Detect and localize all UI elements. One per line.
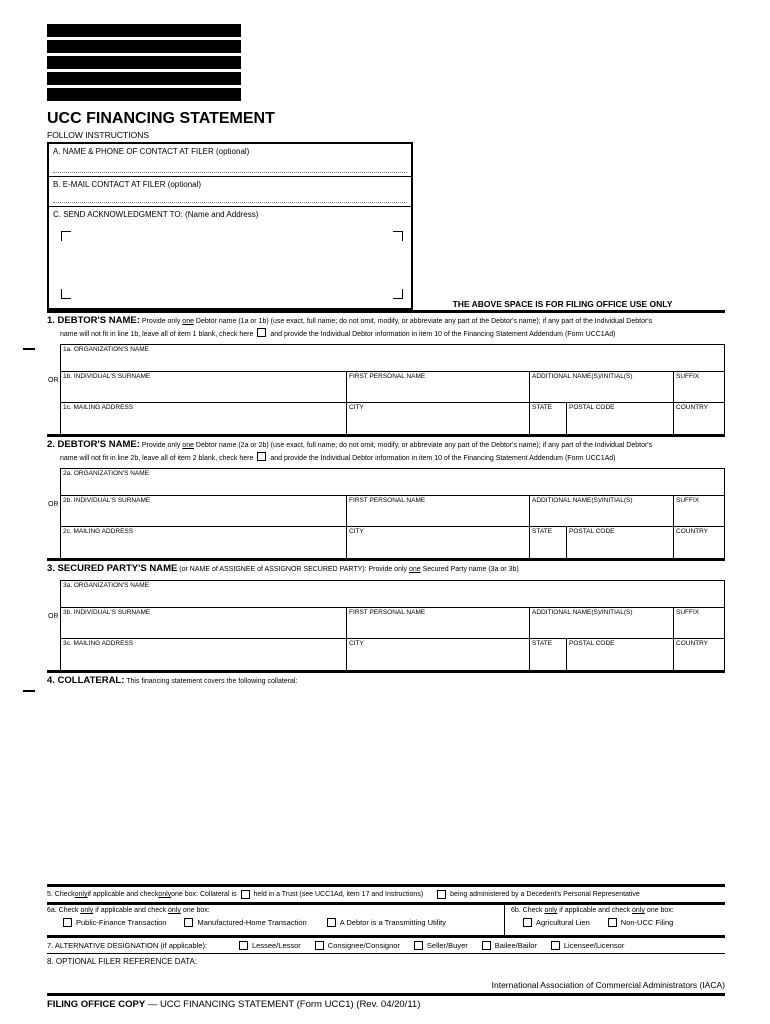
crop-mark [23,690,35,692]
acknowledgment-field[interactable] [49,207,411,305]
form-title: UCC FINANCING STATEMENT [47,110,275,127]
field-label: CITY [349,639,364,647]
form-revision-info: — UCC FINANCING STATEMENT (Form UCC1) (Rev. 04/20/11) [145,999,421,1010]
collateral-header [47,673,725,692]
debtor1-instructions: Debtor name (1a or 1b) (use exact, full name; do not omit, modify, or abbreviate any part of the Debtor's name); if any part of the Individual Debtor's [193,318,653,325]
debtor2-mailing-address-field[interactable] [61,527,346,558]
item7-label: 7. ALTERNATIVE DESIGNATION (if applicable): [47,941,208,950]
debtor2-instructions: name will not fit in line 2b, leave all of item 2 blank, check here [60,454,254,462]
field-label: 1c. MAILING ADDRESS [63,404,134,411]
item6a-label: one box: [180,907,210,914]
field-label: ADDITIONAL NAME(S)/INITIAL(S) [532,608,633,616]
collateral-instructions: This financing statement covers the following collateral: [124,677,298,685]
item6b-label: only [544,907,558,914]
non-ucc-filing-checkbox[interactable] [608,918,617,927]
field-label: FIRST PERSONAL NAME [349,373,426,380]
bracket-corner-icon [61,231,71,241]
email-filer-field[interactable] [49,177,411,207]
secured-party-suffix-field[interactable] [673,608,724,638]
footer-copy-line [47,999,725,1010]
acknowledgment-label: C. SEND ACKNOWLEDGMENT TO: [53,210,183,219]
field-label: 1b. INDIVIDUAL'S SURNAME [63,373,151,380]
debtor1-country-field[interactable] [673,403,724,434]
debtor1-heading: 1. DEBTOR'S NAME: [47,316,140,326]
item5-label: only [158,891,172,898]
debtor2-instructions: Provide only [139,442,183,449]
consignee-consignor-label: Consignee/Consignor [327,941,400,950]
manufactured-home-label: Manufactured-Home Transaction [197,918,307,927]
secured-party-surname-field[interactable] [61,608,346,638]
debtor2-addendum-checkbox[interactable] [257,452,266,461]
secured-party-instructions: Secured Party name (3a or 3b) [420,566,519,573]
filing-office-notice: THE ABOVE SPACE IS FOR FILING OFFICE USE ONLY [452,299,673,309]
debtor2-postal-code-field[interactable] [566,527,673,558]
field-label: STATE [532,404,552,411]
debtor2-instructions: Debtor name (2a or 2b) (use exact, full name; do not omit, modify, or abbreviate any part of the Debtor's name); if any part of the Individual Debtor's [193,442,653,449]
item5-label: 5. Check [47,891,75,898]
manufactured-home-checkbox[interactable] [184,918,193,927]
item6b-label: if applicable and check [557,907,633,914]
or-label: OR [48,612,59,620]
filer-reference-field[interactable] [47,954,725,974]
field-label: 1a. ORGANIZATION'S NAME [63,346,149,353]
secured-party-instructions: one [408,566,421,573]
licensee-licensor-checkbox[interactable] [551,941,560,950]
lessee-lessor-label: Lessee/Lessor [252,941,301,950]
contact-filer-field[interactable] [49,144,411,177]
public-finance-label: Public-Finance Transaction [76,918,167,927]
debtor1-instructions: and provide the Individual Debtor information in item 10 of the Financing Statement Addendum (Form UCC1Ad) [270,330,616,338]
item6b-label: only [632,907,645,914]
field-label: FIRST PERSONAL NAME [349,497,426,504]
secured-party-postal-code-field[interactable] [566,639,673,670]
secured-party-name-table [48,580,725,670]
non-ucc-filing-label: Non-UCC Filing [620,918,674,927]
item6a-label: only [80,907,94,914]
secured-party-mailing-address-field[interactable] [61,639,346,670]
field-label: 3b. INDIVIDUAL'S SURNAME [63,608,151,616]
licensee-licensor-label: Licensee/Licensor [563,941,625,950]
barcode-bar [47,24,241,37]
bracket-corner-icon [61,289,71,299]
bailee-bailor-label: Bailee/Bailor [494,941,537,950]
held-in-trust-label: held in a Trust (see UCC1Ad, item 17 and Instructions) [253,891,424,898]
decedent-representative-checkbox[interactable] [437,890,446,899]
filer-contact-box [47,142,413,310]
crop-mark [23,348,35,350]
debtor1-mailing-address-field[interactable] [61,403,346,434]
acknowledgment-address-area[interactable] [61,231,403,299]
field-label: STATE [532,528,552,535]
form-body [47,310,725,1010]
debtor1-first-name-field[interactable] [346,372,529,402]
debtor2-header [47,437,725,468]
debtor1-surname-field[interactable] [61,372,346,402]
bracket-corner-icon [393,289,403,299]
secured-party-heading: 3. SECURED PARTY'S NAME [47,564,178,574]
debtor2-country-field[interactable] [673,527,724,558]
email-filer-label: B. E-MAIL CONTACT AT FILER (optional) [53,180,202,189]
bailee-bailor-checkbox[interactable] [482,941,491,950]
item7-row [47,938,725,953]
field-label: STATE [532,639,552,647]
field-label: 3a. ORGANIZATION'S NAME [63,581,149,589]
item6b-label: 6b. Check [511,907,545,914]
item5-label: only [74,891,88,898]
item5-row [47,887,725,902]
debtor1-state-field[interactable] [529,403,566,434]
transmitting-utility-checkbox[interactable] [327,918,336,927]
item5-label: if applicable and check [87,891,159,898]
agricultural-lien-checkbox[interactable] [523,918,532,927]
debtor1-additional-names-field[interactable] [529,372,673,402]
debtor1-header [47,313,725,344]
barcode-bar [47,72,241,85]
debtor2-suffix-field[interactable] [673,496,724,526]
debtor1-suffix-field[interactable] [673,372,724,402]
item6b-column [505,905,725,935]
item6a-label: 6a. Check [47,907,81,914]
secured-party-state-field[interactable] [529,639,566,670]
decedent-representative-label: being administered by a Decedent's Personal Representative [450,891,640,898]
item6-row [47,905,725,935]
barcode [47,24,241,104]
iaca-attribution: International Association of Commercial Administrators (IACA) [491,980,725,990]
debtor1-name-table [48,344,725,434]
debtor2-surname-field[interactable] [61,496,346,526]
secured-party-city-field[interactable] [346,639,529,670]
item8-label: 8. OPTIONAL FILER REFERENCE DATA: [47,957,198,966]
field-label: SUFFIX [676,373,700,380]
bracket-corner-icon [393,231,403,241]
field-label: POSTAL CODE [569,404,615,411]
seller-buyer-label: Seller/Buyer [426,941,468,950]
field-label: 3c. MAILING ADDRESS [63,639,134,647]
or-label: OR [48,501,59,508]
debtor2-first-name-field[interactable] [346,496,529,526]
debtor1-instructions: Provide only [139,318,183,325]
form-subtitle: FOLLOW INSTRUCTIONS [47,130,150,140]
field-label: POSTAL CODE [569,639,615,647]
item6a-label: if applicable and check [93,907,169,914]
field-label: 2b. INDIVIDUAL'S SURNAME [63,497,151,504]
item6b-label: one box: [644,907,674,914]
item6a-column [47,905,505,935]
item6a-label: only [168,907,181,914]
debtor2-additional-names-field[interactable] [529,496,673,526]
debtor1-postal-code-field[interactable] [566,403,673,434]
debtor2-heading: 2. DEBTOR'S NAME: [47,440,140,450]
field-label: COUNTRY [676,404,709,411]
seller-buyer-checkbox[interactable] [414,941,423,950]
transmitting-utility-label: A Debtor is a Transmitting Utility [339,918,446,927]
barcode-bar [47,56,241,69]
debtor2-name-table [48,468,725,558]
debtor2-city-field[interactable] [346,527,529,558]
field-label: POSTAL CODE [569,528,615,535]
debtor2-instructions: one [182,442,194,449]
debtor1-org-name-field[interactable] [61,345,724,371]
secured-party-instructions: Provide only [366,566,409,573]
field-label: COUNTRY [676,639,709,647]
held-in-trust-checkbox[interactable] [241,890,250,899]
field-label: CITY [349,404,364,411]
lessee-lessor-checkbox[interactable] [239,941,248,950]
field-label: SUFFIX [676,497,700,504]
collateral-heading: 4. COLLATERAL: [47,675,125,686]
debtor1-instructions: one [182,318,194,325]
item5-label: one box: Collateral is [171,891,237,898]
secured-party-heading-paren: (or NAME of ASSIGNEE of ASSIGNOR SECURED PARTY): [177,566,367,573]
field-label: SUFFIX [676,608,700,616]
filing-office-copy-label: FILING OFFICE COPY [47,999,146,1010]
footer-rule [47,993,725,996]
field-label: 2a. ORGANIZATION'S NAME [63,470,149,477]
field-label: CITY [349,528,364,535]
debtor2-state-field[interactable] [529,527,566,558]
agricultural-lien-label: Agricultural Lien [536,918,590,927]
barcode-bar [47,40,241,53]
or-label: OR [48,377,59,384]
consignee-consignor-checkbox[interactable] [315,941,324,950]
acknowledgment-sublabel: (Name and Address) [185,210,259,219]
public-finance-checkbox[interactable] [63,918,72,927]
secured-party-additional-names-field[interactable] [529,608,673,638]
debtor1-addendum-checkbox[interactable] [257,328,266,337]
debtor1-instructions: name will not fit in line 1b, leave all of item 1 blank, check here [60,330,254,338]
debtor2-org-name-field[interactable] [61,469,724,495]
secured-party-country-field[interactable] [673,639,724,670]
barcode-bar [47,88,241,101]
debtor2-instructions: and provide the Individual Debtor information in item 10 of the Financing Statement Addendum (Form UCC1Ad) [270,454,616,462]
field-label: COUNTRY [676,528,709,535]
field-label: FIRST PERSONAL NAME [349,608,426,616]
write-line [53,202,407,203]
field-label: 2c. MAILING ADDRESS [63,528,134,535]
debtor1-city-field[interactable] [346,403,529,434]
contact-filer-label: A. NAME & PHONE OF CONTACT AT FILER (optional) [53,147,250,156]
field-label: ADDITIONAL NAME(S)/INITIAL(S) [532,373,633,380]
write-line [53,172,407,173]
collateral-field[interactable] [47,691,725,884]
secured-party-first-name-field[interactable] [346,608,529,638]
secured-party-header [47,561,725,580]
field-label: ADDITIONAL NAME(S)/INITIAL(S) [532,497,633,504]
secured-party-org-name-field[interactable] [61,581,724,607]
